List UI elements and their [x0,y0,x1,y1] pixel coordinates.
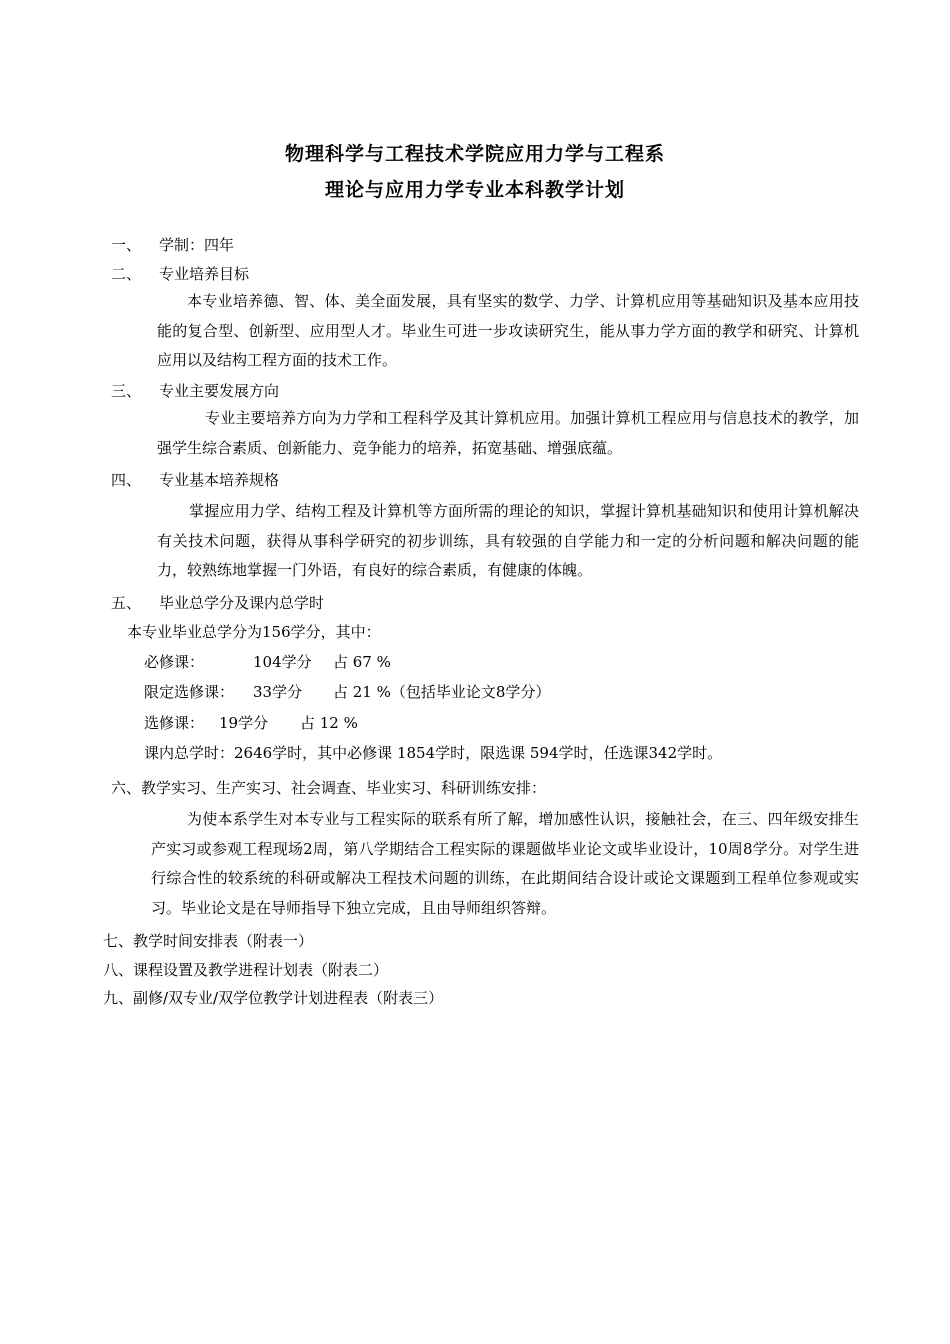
section-4-number: 四、 [111,471,142,489]
section-2-heading [111,264,249,284]
section-2-number: 二、 [111,265,142,283]
credit-row-elective [144,713,358,733]
section-9-heading: 九、副修/双专业/双学位教学计划进程表（附表三） [103,989,444,1007]
section-4-body: 掌握应用力学、结构工程及计算机等方面所需的理论的知识，掌握计算机基础知识和使用计算机解决有关技术问题，获得从事科学研究的初步训练，具有较强的自学能力和一定的分析问题和解决问题的能力，较熟练地掌握一门外语，有良好的综合素质，有健康的体魄。 [157,502,859,579]
section-7-heading: 七、教学时间安排表（附表一） [103,932,314,950]
section-5-label: 毕业总学分及课内总学时 [159,594,325,612]
credit-row-required [144,652,391,672]
section-3-body: 专业主要培养方向为力学和工程科学及其计算机应用。加强计算机工程应用与信息技术的教学，加强学生综合素质、创新能力、竞争能力的培养，拓宽基础、增强底蕴。 [157,409,859,457]
credit-amount: 104学分 [253,653,312,671]
credit-name: 选修课： [144,714,205,732]
credit-percent: 占 12 % [300,714,358,732]
credit-amount: 19学分 [219,714,269,732]
section-1-number: 一、 [111,236,142,254]
document-title-line1: 物理科学与工程技术学院应用力学与工程系 [284,143,665,165]
section-5-intro: 本专业毕业总学分为156学分，其中： [127,623,381,641]
section-2-body: 本专业培养德、智、体、美全面发展，具有坚实的数学、力学、计算机应用等基础知识及基本应用技能的复合型、创新型、应用型人才。毕业生可进一步攻读研究生，能从事力学方面的教学和研究、计算机应用以及结构工程方面的技术工作。 [157,292,859,369]
section-3-heading [111,381,279,401]
section-4-label: 专业基本培养规格 [159,471,280,489]
credit-note: （包括毕业论文8学分） [390,683,551,701]
credit-amount: 33学分 [253,683,303,701]
credit-row-restricted-elective [144,682,550,702]
section-6-body: 为使本系学生对本专业与工程实际的联系有所了解，增加感性认识，接触社会，在三、四年级安排生产实习或参观工程现场2周，第八学期结合工程实际的课题做毕业论文或毕业设计，10周8学分。对学生进行综合性的较系统的科研或解决工程技术问题的训练，在此期间结合设计或论文课题到工程单位参观或实习。毕业论文是在导师指导下独立完成，且由导师组织答辩。 [151,810,859,917]
section-5-number: 五、 [111,594,142,612]
credit-name: 限定选修课： [144,683,235,701]
credit-name: 必修课： [144,653,205,671]
total-hours-line: 课内总学时：2646学时，其中必修课 1854学时，限选课 594学时，任选课342学时。 [144,744,723,762]
section-3-label: 专业主要发展方向 [159,382,280,400]
section-5-heading [111,593,324,613]
section-4-heading [111,470,279,490]
section-3-number: 三、 [111,382,142,400]
section-1-heading [111,235,234,255]
section-2-label: 专业培养目标 [159,265,250,283]
section-6-heading: 六、教学实习、生产实习、社会调查、毕业实习、科研训练安排： [111,779,547,797]
document-title-line2: 理论与应用力学专业本科教学计划 [324,179,625,201]
section-1-label: 学制：四年 [159,236,235,254]
credit-percent: 占 21 % [333,683,391,701]
section-8-heading: 八、课程设置及教学进程计划表（附表二） [103,961,389,979]
credit-percent: 占 67 % [333,653,391,671]
